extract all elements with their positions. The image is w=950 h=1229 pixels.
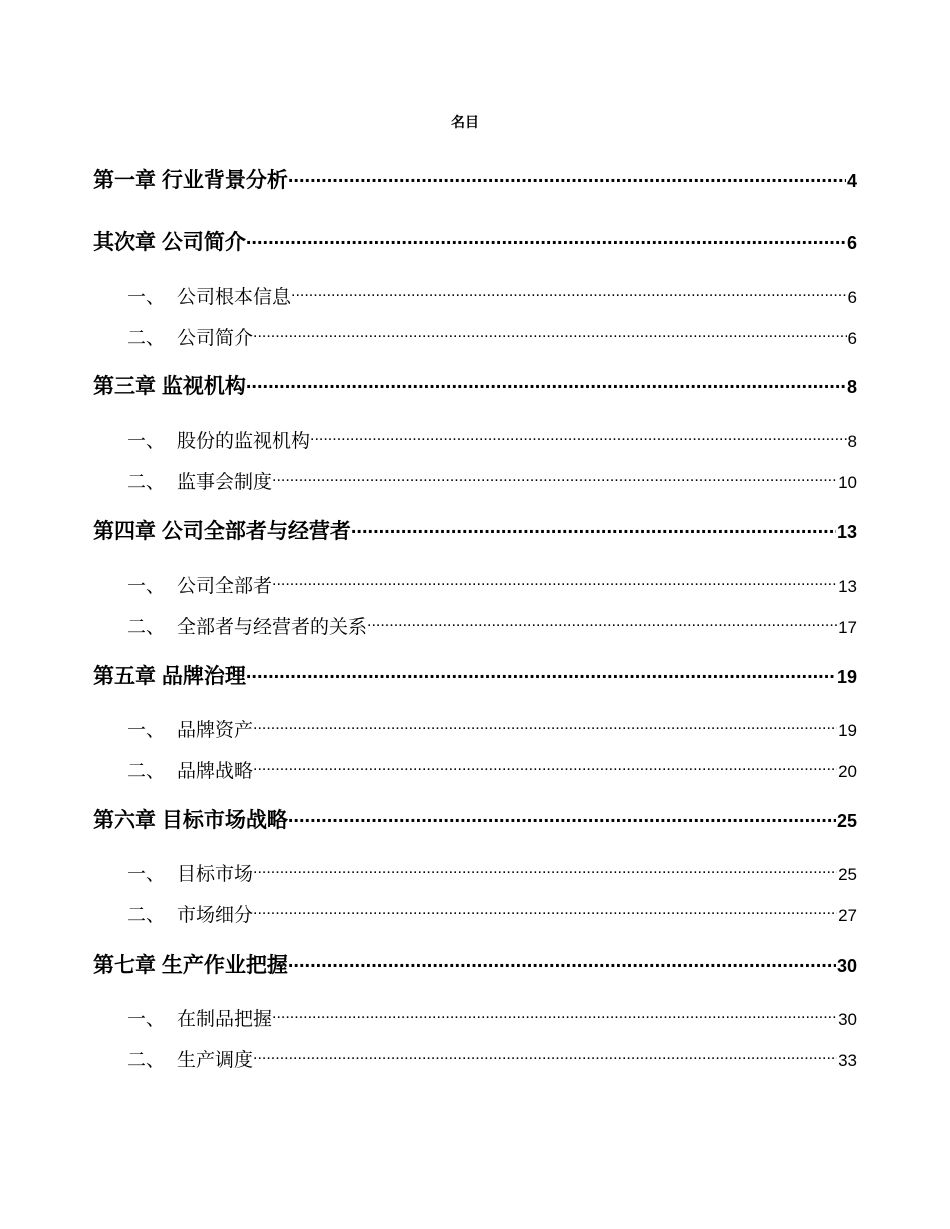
toc-entry-text: 第六章 目标市场战略 (93, 809, 288, 832)
toc-leader-dots (253, 717, 837, 736)
toc-leader-dots (272, 1006, 837, 1025)
toc-chapter-4[interactable] (93, 517, 857, 547)
toc-entry-text: 公司根本信息 (177, 287, 292, 308)
toc-entry-text: 第一章 行业背景分析 (93, 169, 288, 192)
toc-leader-dots (253, 1047, 837, 1066)
toc-entry-text: 市场细分 (177, 905, 254, 926)
toc-page-number: 13 (836, 522, 857, 542)
toc-page-number: 8 (847, 432, 857, 451)
toc-leader-dots (291, 284, 847, 303)
toc-page-number: 25 (836, 811, 857, 831)
toc-section-number: 一、 (127, 431, 166, 452)
toc-page-number: 8 (846, 377, 857, 397)
toc-section-5-2[interactable] (93, 758, 857, 785)
toc-leader-dots (272, 469, 837, 488)
toc-section-number: 一、 (127, 1009, 166, 1030)
toc-entry-text: 目标市场 (177, 864, 254, 885)
toc-entry-text: 公司简介 (177, 328, 254, 349)
toc-page-number: 33 (838, 1051, 857, 1070)
toc-leader-dots (246, 228, 846, 249)
toc-entry-text: 品牌战略 (177, 761, 254, 782)
toc-chapter-7[interactable] (93, 951, 857, 981)
toc-section-number: 二、 (127, 472, 166, 493)
toc-entry-text: 监事会制度 (177, 472, 273, 493)
toc-leader-dots (246, 662, 836, 683)
toc-entry-text: 第四章 公司全部者与经营者 (93, 520, 351, 543)
toc-page-number: 19 (836, 667, 857, 687)
toc-section-number: 一、 (127, 720, 166, 741)
toc-leader-dots (367, 614, 837, 633)
toc-section-2-1[interactable] (93, 284, 857, 311)
toc-section-number: 一、 (127, 864, 166, 885)
toc-page-number: 20 (838, 762, 857, 781)
toc-entry-text: 股份的监视机构 (177, 431, 311, 452)
toc-section-4-2[interactable] (93, 614, 857, 641)
toc-leader-dots (246, 372, 846, 393)
toc-section-number: 一、 (127, 576, 166, 597)
toc-chapter-2[interactable] (93, 228, 857, 258)
toc-page-number: 17 (838, 618, 857, 637)
toc-leader-dots (288, 951, 836, 972)
toc-section-6-1[interactable] (93, 861, 857, 888)
toc-page-number: 4 (846, 171, 857, 191)
toc-section-number: 二、 (127, 328, 166, 349)
toc-leader-dots (351, 517, 836, 538)
toc-leader-dots (288, 806, 836, 827)
toc-page-number: 6 (847, 288, 857, 307)
toc-section-6-2[interactable] (93, 902, 857, 929)
toc-chapter-5[interactable] (93, 662, 857, 692)
toc-page-number: 30 (838, 1010, 857, 1029)
toc-chapter-1[interactable] (93, 166, 857, 196)
toc-section-5-1[interactable] (93, 717, 857, 744)
toc-chapter-6[interactable] (93, 806, 857, 836)
toc-page-number: 13 (838, 577, 857, 596)
toc-page-number: 6 (846, 233, 857, 253)
toc-page-number: 10 (838, 473, 857, 492)
toc-leader-dots (253, 758, 837, 777)
toc-leader-dots (272, 573, 837, 592)
toc-entry-text: 全部者与经营者的关系 (177, 617, 368, 638)
toc-entry-text: 第三章 监视机构 (93, 375, 246, 398)
toc-section-3-2[interactable] (93, 469, 857, 496)
toc-page-number: 25 (838, 865, 857, 884)
toc-entry-text: 公司全部者 (177, 576, 273, 597)
toc-entry-text: 品牌资产 (177, 720, 254, 741)
toc-section-number: 二、 (127, 761, 166, 782)
toc-entry-text: 第七章 生产作业把握 (93, 954, 288, 977)
toc-entry-text: 其次章 公司简介 (93, 231, 246, 254)
toc-chapter-3[interactable] (93, 372, 857, 402)
toc-section-7-2[interactable] (93, 1047, 857, 1074)
toc-section-number: 一、 (127, 287, 166, 308)
toc-page-number: 19 (838, 721, 857, 740)
toc-section-4-1[interactable] (93, 573, 857, 600)
toc-section-number: 二、 (127, 1050, 166, 1071)
toc-section-2-2[interactable] (93, 325, 857, 352)
toc-section-number: 二、 (127, 905, 166, 926)
toc-page-number: 6 (847, 329, 857, 348)
toc-page-number: 27 (838, 906, 857, 925)
toc-section-3-1[interactable] (93, 428, 857, 455)
toc-entry-text: 第五章 品牌治理 (93, 665, 246, 688)
toc-leader-dots (253, 325, 847, 344)
toc-leader-dots (288, 166, 846, 187)
toc-entry-text: 生产调度 (177, 1050, 254, 1071)
toc-entry-text: 在制品把握 (177, 1009, 273, 1030)
toc-page-number: 30 (836, 956, 857, 976)
toc-leader-dots (310, 428, 847, 447)
toc-section-7-1[interactable] (93, 1006, 857, 1033)
toc-section-number: 二、 (127, 617, 166, 638)
toc-leader-dots (253, 902, 837, 921)
toc-leader-dots (253, 861, 837, 880)
toc-title: 名目 (451, 114, 479, 130)
